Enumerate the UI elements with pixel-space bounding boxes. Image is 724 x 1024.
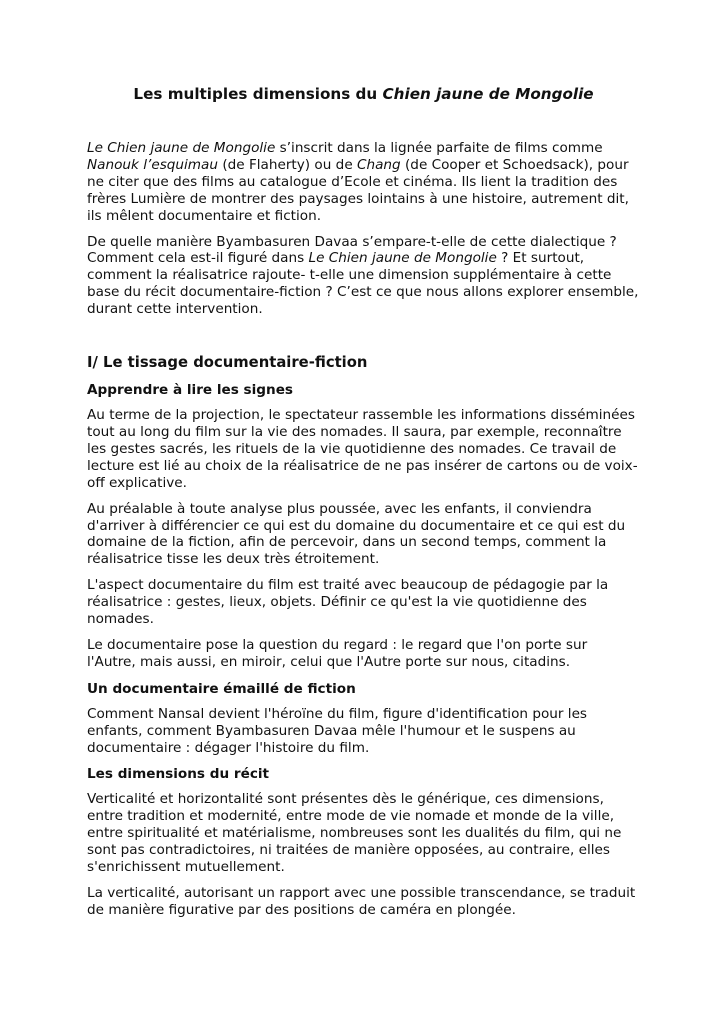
body-paragraph: Verticalité et horizontalité sont présentes dès le générique, ces dimensions, entre tradition et modernité, entre mode de vie nomade et monde de la ville, entre spiritualité et matérialisme, nombreuses sont les dualités du film, qui ne sont pas contradictoires, ni traitées de manière opposées, au contraire, elles s'enrichissent mutuellement. bbox=[87, 791, 622, 876]
body-paragraph: L'aspect documentaire du film est traité avec beaucoup de pédagogie par la réalisatrice : gestes, lieux, objets. Définir ce qu'est la vie quotidienne des nomades. bbox=[87, 577, 609, 628]
subsection-heading-fiction: Un documentaire émaillé de fiction bbox=[87, 680, 356, 697]
title-italic: Chien jaune de Mongolie bbox=[382, 85, 594, 103]
intro-text: s’inscrit dans la lignée parfaite de films comme bbox=[275, 140, 603, 156]
body-paragraph: Au préalable à toute analyse plus poussée, avec les enfants, il conviendra d'arriver à différencier ce qui est du domaine du documentaire et ce qui est du domaine de la fiction, afin de percevoir, dans un second temps, comment la réalisatrice tisse les deux très étroitement. bbox=[87, 500, 626, 568]
film-title-italic: Le Chien jaune de Mongolie bbox=[308, 250, 497, 267]
subsection-heading-signs: Apprendre à lire les signes bbox=[87, 382, 294, 399]
intro-paragraph-2 bbox=[87, 234, 640, 319]
film-title-italic: Chang bbox=[357, 156, 401, 173]
subsection-heading-dimensions: Les dimensions du récit bbox=[87, 766, 270, 783]
body-paragraph: Comment Nansal devient l'héroïne du film, figure d'identification pour les enfants, comment Byambasuren Davaa mêle l'humour et le suspens au documentaire : dégager l'histoire du film. bbox=[87, 705, 588, 756]
intro-text: De quelle manière Byambasuren Davaa s’empare-t-elle de cette dialectique ? Comment cela est-il figuré dans bbox=[87, 233, 617, 267]
intro-text: (de Cooper et Schoedsack), pour ne citer que des films au catalogue d’Ecole et cinéma. Ils lient la tradition des frères Lumière de montrer des paysages lointains à une histoire, autrement dit, ils mêlent documentaire et fiction. bbox=[87, 156, 629, 224]
intro-paragraph-1 bbox=[87, 140, 640, 225]
film-title-italic: Le Chien jaune de Mongolie bbox=[87, 140, 276, 156]
body-paragraph: Au terme de la projection, le spectateur rassemble les informations disséminées tout au long du film sur la vie des nomades. Il saura, par exemple, reconnaître les gestes sacrés, les rituels de la vie quotidienne des nomades. Ce travail de lecture est lié au choix de la réalisatrice de ne pas insérer de cartons ou de voix-off explicative. bbox=[87, 407, 638, 491]
intro-text: ? Et surtout, comment la réalisatrice rajoute- t-elle une dimension supplémentaire à cette base du récit documentaire-fiction ? C’est ce que nous allons explorer ensemble, durant cette intervention. bbox=[87, 250, 639, 318]
title-plain: Les multiples dimensions du bbox=[133, 85, 383, 103]
body-paragraph: La verticalité, autorisant un rapport avec une possible transcendance, se traduit de manière figurative par des positions de caméra en plongée. bbox=[87, 885, 636, 918]
film-title-italic: Nanouk l’esquimau bbox=[87, 156, 218, 173]
body-paragraph: Le documentaire pose la question du regard : le regard que l'on porte sur l'Autre, mais aussi, en miroir, celui que l'Autre porte sur nous, citadins. bbox=[87, 636, 588, 670]
document-title bbox=[87, 84, 640, 104]
intro-text: (de Flaherty) ou de bbox=[218, 156, 357, 173]
section-heading: I/ Le tissage documentaire-fiction bbox=[87, 354, 368, 372]
